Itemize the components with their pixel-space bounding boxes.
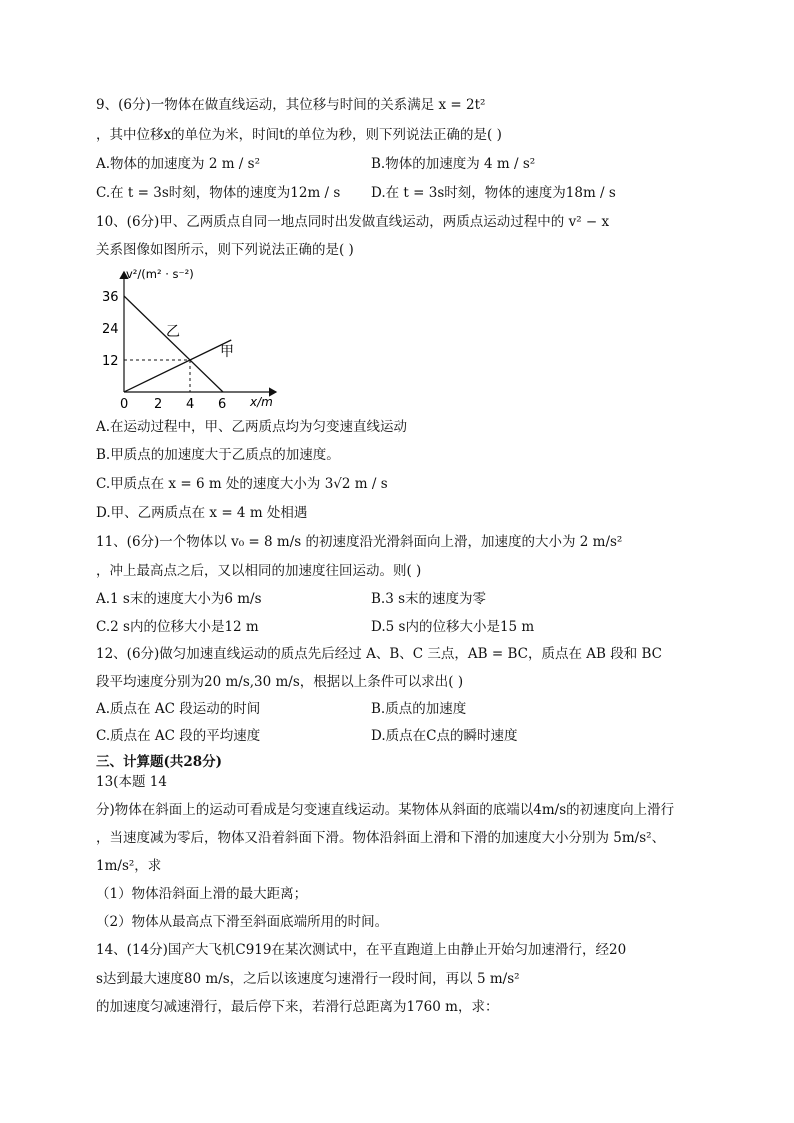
xtick-0: 0 <box>120 397 129 412</box>
q9-option-c: C.在 t = 3s时刻，物体的速度为12m / s <box>96 185 341 201</box>
q10-option-b: B.甲质点的加速度大于乙质点的加速度。 <box>96 447 340 463</box>
q9-option-a: A.物体的加速度为 2 m / s² <box>96 156 260 172</box>
q9-stem-line2: ，其中位移x的单位为米，时间t的单位为秒，则下列说法正确的是( ) <box>96 127 502 143</box>
ytick-36: 36 <box>102 290 119 305</box>
q13-line2: 分)物体在斜面上的运动可看成是匀变速直线运动。某物体从斜面的底端以4m/s的初速度向上滑行 <box>96 802 675 818</box>
q10-option-a: A.在运动过程中，甲、乙两质点均为匀变速直线运动 <box>96 419 408 435</box>
q13-line1: 13(本题 14 <box>96 774 167 790</box>
q11-option-b: B.3 s末的速度为零 <box>371 591 487 607</box>
ytick-12: 12 <box>102 354 119 369</box>
v2-x-graph <box>92 264 282 414</box>
q13-part2: （2）物体从最高点下滑至斜面底端所用的时间。 <box>96 914 389 930</box>
q10-stem-line1: 10、(6分)甲、乙两质点自同一地点同时出发做直线运动，两质点运动过程中的 v² − x <box>96 214 610 230</box>
q11-stem-line1: 11、(6分)一个物体以 v₀ = 8 m/s 的初速度沿光滑斜面向上滑，加速度的大小为 2 m/s² <box>96 534 623 550</box>
q12-stem-line1: 12、(6分)做匀加速直线运动的质点先后经过 A、B、C 三点，AB = BC，质点在 AB 段和 BC <box>96 646 662 662</box>
q14-line1: 14、(14分)国产大飞机C919在某次测试中，在平直跑道上由静止开始匀加速滑行，经20 <box>96 942 627 958</box>
q12-option-d: D.质点在C点的瞬时速度 <box>371 728 518 744</box>
xtick-2: 2 <box>154 397 163 412</box>
ytick-24: 24 <box>102 322 119 337</box>
q11-option-a: A.1 s末的速度大小为6 m/s <box>96 591 262 607</box>
q10-option-c: C.甲质点在 x = 6 m 处的速度大小为 3√2 m / s <box>96 476 388 492</box>
q12-stem-line2: 段平均速度分别为20 m/s,30 m/s，根据以上条件可以求出( ) <box>96 674 464 690</box>
q14-line2: s达到最大速度80 m/s，之后以该速度匀速滑行一段时间，再以 5 m/s² <box>96 971 520 987</box>
q13-part1: （1）物体沿斜面上滑的最大距离； <box>96 886 308 902</box>
q10-stem-line2: 关系图像如图所示，则下列说法正确的是( ) <box>96 242 354 258</box>
y-axis-label: v²/(m² · s⁻²) <box>126 267 194 281</box>
q12-option-c: C.质点在 AC 段的平均速度 <box>96 728 261 744</box>
q11-option-c: C.2 s内的位移大小是12 m <box>96 619 259 635</box>
series-label-jia: 甲 <box>220 344 234 360</box>
q13-line4: 1m/s²，求 <box>96 858 162 874</box>
q12-option-a: A.质点在 AC 段运动的时间 <box>96 701 261 717</box>
q11-stem-line2: ，冲上最高点之后，又以相同的加速度往回运动。则( ) <box>96 563 422 579</box>
series-label-yi: 乙 <box>166 324 180 340</box>
q9-option-d: D.在 t = 3s时刻，物体的速度为18m / s <box>371 185 616 201</box>
q9-stem-line1: 9、(6分)一物体在做直线运动，其位移与时间的关系满足 x = 2t² <box>96 97 486 113</box>
q13-line3: ，当速度减为零后，物体又沿着斜面下滑。物体沿斜面上滑和下滑的加速度大小分别为 5m/s²、 <box>96 830 666 846</box>
q11-option-d: D.5 s内的位移大小是15 m <box>371 619 535 635</box>
q10-option-d: D.甲、乙两质点在 x = 4 m 处相遇 <box>96 505 308 521</box>
x-axis-label: x/m <box>250 395 273 409</box>
xtick-6: 6 <box>218 397 227 412</box>
section-3-title: 三、计算题(共28分) <box>96 754 223 770</box>
q14-line3: 的加速度匀减速滑行，最后停下来，若滑行总距离为1760 m，求： <box>96 999 499 1015</box>
q12-option-b: B.质点的加速度 <box>371 701 467 717</box>
q9-option-b: B.物体的加速度为 4 m / s² <box>371 156 536 172</box>
line-yi <box>124 296 223 392</box>
xtick-4: 4 <box>186 397 195 412</box>
